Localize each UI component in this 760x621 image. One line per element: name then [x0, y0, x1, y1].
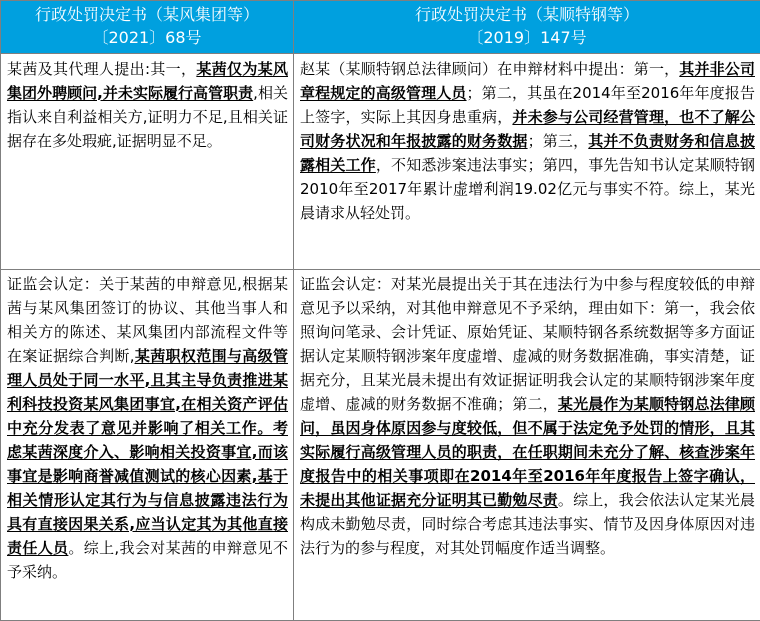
text-segment-emphasis: 某茜职权范围与高级管理人员处于同一水平,且其主导负责推进某利科技投资某风集团事宜,在相关资产评估中充分发表了意见并影响了相关工作。考虑某茜深度介入、影响相关投资事宜,而该事宜是影响商誉减值测试的核心因素,基于相关情形认定其行为与信息披露违法行为具有直接因果关系,应当认定其为其他直接责任人员	[7, 346, 288, 557]
text-segment-emphasis: 某茜仅为某风集团外聘顾问,并未实际履行高管职责	[7, 59, 288, 102]
table-row-defense-arguments	[1, 53, 760, 269]
text-segment: ，不知悉涉案违法事实；第四，事先告知书认定某顺特钢2010年至2017年累计虚增利润19.02亿元与事实不符。综上，某光晨请求从轻处罚。	[300, 155, 755, 222]
text-segment: 赵某（某顺特钢总法律顾问）在申辩材料中提出：第一，	[300, 59, 680, 78]
defense-cell-right	[294, 53, 760, 269]
header-right-title: 行政处罚决定书（某顺特钢等）	[414, 5, 639, 24]
header-cell-left	[1, 1, 294, 54]
text-segment: 某茜及其代理人提出:其一，	[7, 59, 197, 78]
text-segment-emphasis: 某光晨作为某顺特钢总法律顾问，虽因身体原因参与度较低，但不属于法定免予处罚的情形，且其实际履行高级管理人员的职责，在任职期间未充分了解、核查涉案年度报告中的相关事项即在2014年至2016年年度报告上签字确认，未提出其他证据充分证明其已勤勉尽责	[300, 394, 755, 509]
defense-cell-left	[1, 53, 294, 269]
determination-cell-right	[294, 269, 760, 620]
text-segment-emphasis: 其并不负责财务和信息披露相关工作	[300, 131, 755, 174]
header-right-number: 〔2019〕147号	[467, 28, 587, 47]
header-left-number: 〔2021〕68号	[92, 28, 202, 47]
header-cell-right	[294, 1, 760, 54]
text-segment: 。综上，我会依法认定某光晨构成未勤勉尽责，同时综合考虑其违法事实、情节及因身体原因对违法行为的参与程度，对其处罚幅度作适当调整。	[300, 490, 755, 557]
text-segment-emphasis: 并未参与公司经营管理，也不了解公司财务状况和年报披露的财务数据	[300, 107, 755, 150]
text-segment: 证监会认定：关于某茜的申辩意见,根据某茜与某风集团签订的协议、其他当事人和相关方的陈述、某风集团内部流程文件等在案证据综合判断,	[7, 274, 288, 365]
text-segment-emphasis: 其并非公司章程规定的高级管理人员	[300, 59, 755, 102]
text-segment: ；第二，其虽在2014年至2016年年度报告上签字，实际上其因身患重病，	[300, 83, 755, 126]
table-header-row	[1, 1, 760, 54]
text-segment: ；第三，	[527, 131, 589, 150]
determination-cell-left	[1, 269, 294, 620]
header-left-title: 行政处罚决定书（某风集团等）	[34, 5, 259, 24]
text-segment: 证监会认定：对某光晨提出关于其在违法行为中参与程度较低的申辩意见予以采纳，对其他申辩意见不予采纳，理由如下：第一，我会依照询问笔录、会计凭证、原始凭证、某顺特钢各系统数据等多方面证据认定某顺特钢涉案年度虚增、虚减的财务数据准确，事实清楚，证据充分，且某光晨未提出有效证据证明我会认定的某顺特钢涉案年度虚增、虚减的财务数据不准确；第二，	[300, 274, 755, 413]
text-segment: 。综上,我会对某茜的申辩意见不予采纳。	[7, 538, 288, 581]
text-segment: ,相关指认来自利益相关方,证明力不足,且相关证据存在多处瑕疵,证据明显不足。	[7, 83, 288, 150]
table-row-csrc-determination	[1, 269, 760, 620]
